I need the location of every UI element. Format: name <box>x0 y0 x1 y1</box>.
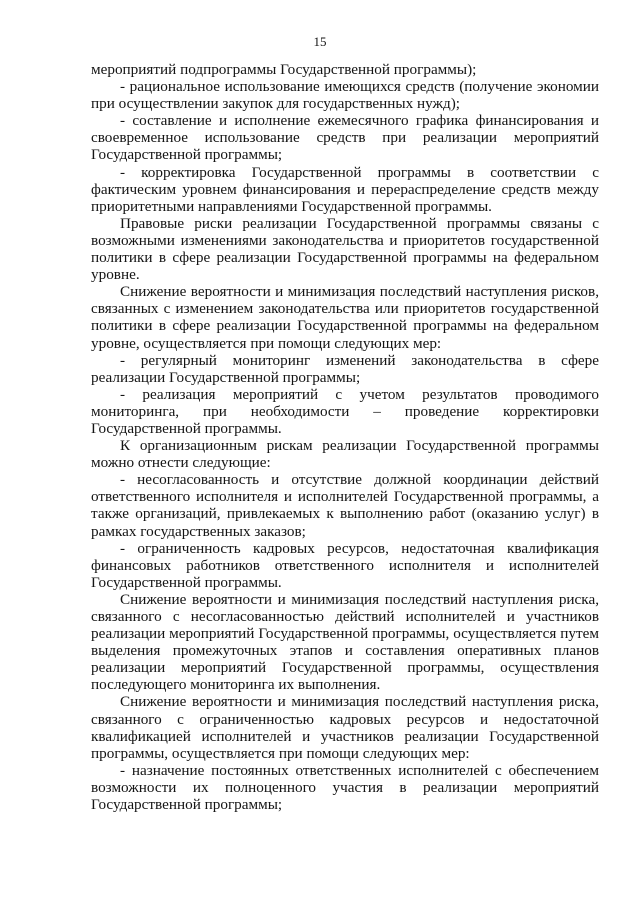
paragraph: - корректировка Государственной программы в соответствии с фактическим уровнем финансирования и перераспределение средств между приоритетными направлениями Государственной программы. <box>91 163 599 215</box>
paragraph: - назначение постоянных ответственных исполнителей с обеспечением возможности их полноценного участия в реализации мероприятий Государственной программы; <box>91 761 599 814</box>
paragraph: Снижение вероятности и минимизация последствий наступления риска, связанного с ограниченностью кадровых ресурсов и недостаточной квалификацией исполнителей и участников реализации Государственной программы, осуществляется при помощи следующих мер: <box>91 693 599 762</box>
paragraph: Снижение вероятности и минимизация последствий наступления риска, связанного с несогласованностью действий исполнителей и участников реализации мероприятий Государственной программы, осуществляется путем выделения промежуточных этапов и составления оперативных планов реализации мероприятий Государственной программы, осуществления последующего мониторинга их выполнения. <box>91 590 599 694</box>
paragraph: мероприятий подпрограммы Государственной программы); <box>91 61 477 78</box>
document-body <box>91 61 599 813</box>
paragraph: Снижение вероятности и минимизация последствий наступления рисков, связанных с изменением законодательства или приоритетов государственной политики в сфере реализации Государственной программы на федеральном уровне, осуществляется при помощи следующих мер: <box>91 283 599 352</box>
paragraph: К организационным рискам реализации Государственной программы можно отнести следующие: <box>91 437 599 472</box>
paragraph: - регулярный мониторинг изменений законодательства в сфере реализации Государственной программы; <box>91 351 599 386</box>
paragraph: - несогласованность и отсутствие должной координации действий ответственного исполнителя и исполнителей Государственной программы, а также организаций, привлекаемых к выполнению работ (оказанию услуг) в рамках государственных заказов; <box>91 471 599 540</box>
paragraph: - составление и исполнение ежемесячного графика финансирования и своевременное использование средств при реализации мероприятий Государственной программы; <box>91 112 599 164</box>
paragraph: - ограниченность кадровых ресурсов, недостаточная квалификация финансовых работников ответственного исполнителя и исполнителей Государственной программы. <box>91 539 599 591</box>
page-number: 15 <box>313 34 327 49</box>
paragraph: Правовые риски реализации Государственной программы связаны с возможными изменениями законодательства и приоритетов государственной политики в сфере реализации Государственной программы на федеральном уровне. <box>91 214 599 284</box>
paragraph: - рациональное использование имеющихся средств (получение экономии при осуществлении закупок для государственных нужд); <box>91 78 599 113</box>
paragraph: - реализация мероприятий с учетом результатов проводимого мониторинга, при необходимости – проведение корректировки Государственной программы. <box>91 385 599 437</box>
